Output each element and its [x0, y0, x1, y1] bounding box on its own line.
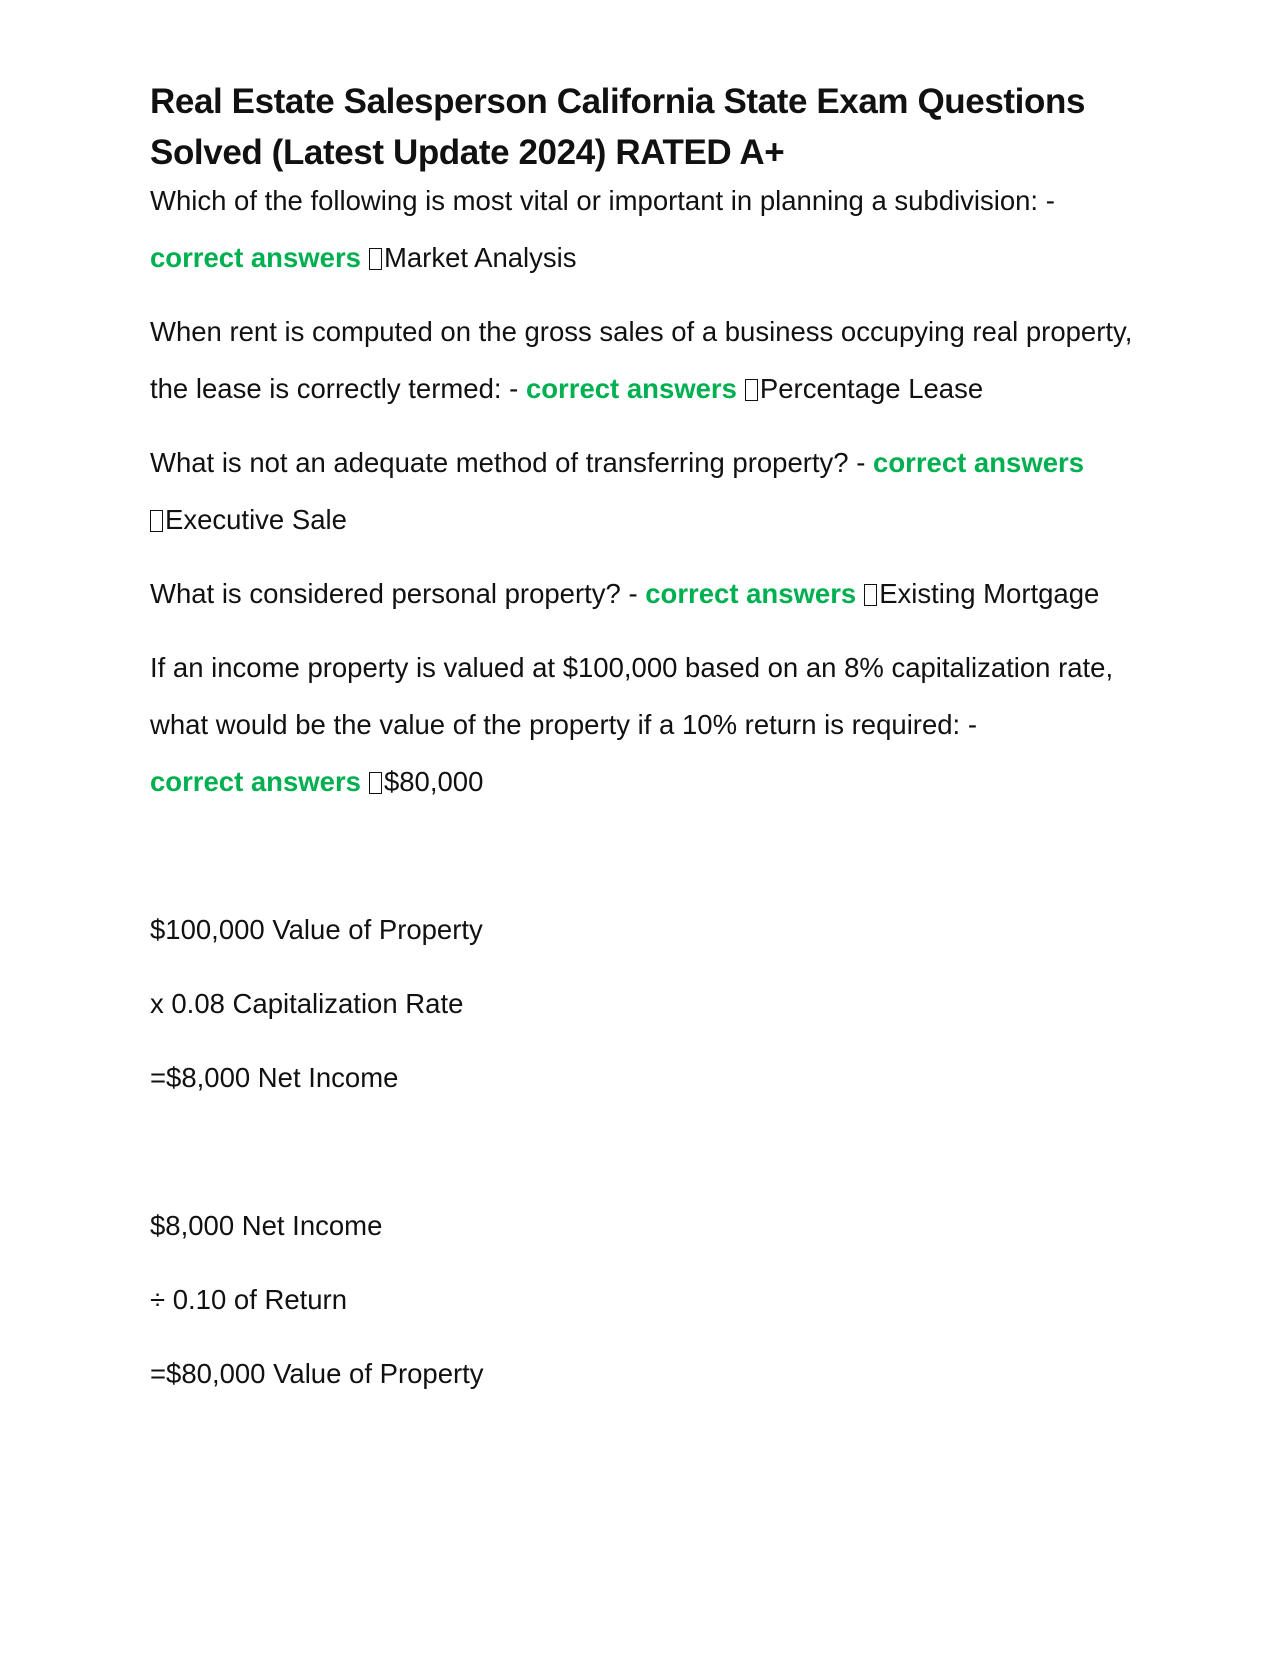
- correct-answers-label: correct answers: [645, 578, 857, 609]
- answer-text: Executive Sale: [165, 504, 347, 535]
- question-text: When rent is computed on the gross sales of a business occupying real property, the lease is correctly termed: -: [150, 316, 1133, 404]
- blank-line: [150, 1123, 1140, 1197]
- checkbox-glyph-icon: [150, 510, 163, 532]
- correct-answers-label: correct answers: [525, 373, 737, 404]
- calculation-line: $8,000 Net Income: [150, 1210, 383, 1241]
- qa-item: [150, 565, 1140, 622]
- checkbox-glyph-icon: [745, 379, 758, 401]
- calculation-line: =$8,000 Net Income: [150, 1062, 399, 1093]
- question-text: What is considered personal property? -: [150, 578, 638, 609]
- calculation-line: =$80,000 Value of Property: [150, 1358, 484, 1389]
- question-text: Which of the following is most vital or important in planning a subdivision: -: [150, 185, 1055, 216]
- answer-text: $80,000: [383, 766, 484, 797]
- question-text: If an income property is valued at $100,000 based on an 8% capitalization rate, what would be the value of the property if a 10% return is required: -: [150, 652, 1114, 740]
- checkbox-glyph-icon: [369, 772, 382, 794]
- qa-item: [150, 434, 1140, 548]
- checkbox-glyph-icon: [369, 248, 382, 270]
- document-title: Real Estate Salesperson California State Exam Questions Solved (Latest Update 2024) RATED A+: [150, 82, 1086, 172]
- calculation-line: ÷ 0.10 of Return: [150, 1284, 348, 1315]
- answer-text: Existing Mortgage: [879, 578, 1100, 609]
- qa-item: [150, 172, 1140, 286]
- question-text: What is not an adequate method of transferring property? -: [150, 447, 866, 478]
- document-page: [150, 76, 1140, 1419]
- correct-answers-label: correct answers: [873, 447, 1084, 478]
- answer-text: Market Analysis: [383, 242, 577, 273]
- qa-item: [150, 303, 1140, 417]
- answer-text: Percentage Lease: [759, 373, 984, 404]
- qa-item: [150, 639, 1140, 810]
- correct-answers-label: correct answers: [150, 766, 361, 797]
- checkbox-glyph-icon: [864, 584, 877, 606]
- blank-line: [150, 827, 1140, 901]
- calculation-line: $100,000 Value of Property: [150, 914, 483, 945]
- calculation-line: x 0.08 Capitalization Rate: [150, 988, 464, 1019]
- correct-answers-label: correct answers: [150, 242, 361, 273]
